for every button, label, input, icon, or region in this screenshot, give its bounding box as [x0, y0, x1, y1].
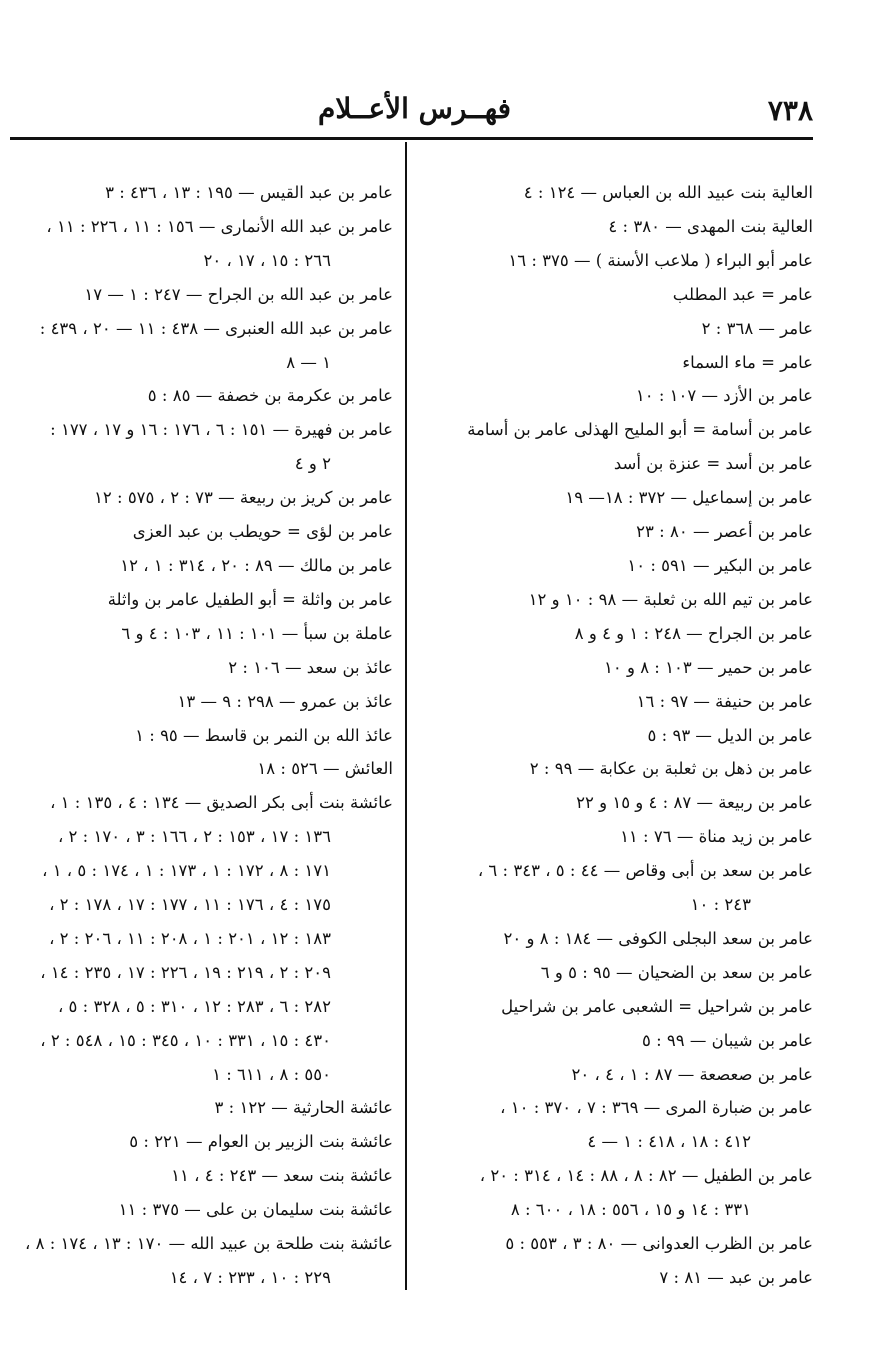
index-entry: عامر بن الظرب العدوانى — ٨٠ : ٣ ، ٥٥٣ : ٥: [505, 1234, 813, 1254]
index-entry-continuation: ٢٨٢ : ٦ ، ٢٨٣ : ١٢ ، ٣١٠ : ٥ ، ٣٢٨ : ٥ ،: [57, 996, 331, 1016]
index-entry: عامر بن أعصر — ٨٠ : ٢٣: [636, 522, 813, 542]
index-entry: عائذ بن عمرو — ٢٩٨ : ٩ — ١٣: [177, 691, 393, 711]
page-title: فهــرس الأعــلام: [318, 92, 511, 125]
index-entry: عامر بن شراحيل = الشعبى عامر بن شراحيل: [501, 996, 813, 1016]
index-entry: عامر بن عبد — ٨١ : ٧: [659, 1268, 813, 1287]
index-entry: عامر بن تيم الله بن ثعلبة — ٩٨ : ١٠ و ١٢: [528, 589, 813, 609]
index-entry-continuation: ٣٣١ : ١٤ و ١٥ ، ٥٥٦ : ١٨ ، ٦٠٠ : ٨: [510, 1200, 751, 1220]
header-rule: [10, 137, 813, 140]
index-entry-continuation: ٤٣٠ : ١٥ ، ٣٣١ : ١٠ ، ٣٤٥ : ١٥ ، ٥٤٨ : ٢ ،: [40, 1030, 331, 1050]
index-entry: العائش — ٥٢٦ : ١٨: [257, 759, 393, 779]
index-entry: عائشة بنت سليمان بن على — ٣٧٥ : ١١: [118, 1200, 393, 1220]
index-entry-continuation: ٢٠٩ : ٢ ، ٢١٩ : ١٩ ، ٢٢٦ : ١٧ ، ٢٣٥ : ١٤ ،: [40, 962, 331, 982]
index-entry: عامر بن أسامة = أبو المليح الهذلى عامر بن أسامة: [467, 420, 813, 440]
page-number: ٧٣٨: [767, 94, 813, 127]
index-entry: عامر بن البكير — ٥٩١ : ١٠: [627, 555, 813, 575]
index-entry-continuation: ١٧٥ : ٤ ، ١٧٦ : ١١ ، ١٧٧ : ١٧ ، ١٧٨ : ٢ ،: [49, 895, 331, 915]
index-entry: عاملة بن سبأ — ١٠١ : ١١ ، ١٠٣ : ٤ و ٦: [121, 623, 393, 643]
index-entry: عامر — ٣٦٨ : ٢: [701, 318, 813, 338]
index-entry: عامر بن عبد الله العنبرى — ٤٣٨ : ١١ — ٢٠ ، ٤٣٩ :: [39, 318, 393, 338]
index-entry: عامر بن ربيعة — ٨٧ : ٤ و ١٥ و ٢٢: [576, 793, 813, 813]
index-entry: عائشة بنت سعد — ٢٤٣ : ٤ ، ١١: [171, 1166, 393, 1186]
index-entry: عائذ الله بن النمر بن قاسط — ٩٥ : ١: [135, 725, 393, 745]
index-entry-continuation: ١٣٦ : ١٧ ، ١٥٣ : ٢ ، ١٦٦ : ٣ ، ١٧٠ : ٢ ،: [57, 827, 331, 847]
index-entry-continuation: ٥٥٠ : ٨ ، ٦١١ : ١: [212, 1064, 331, 1084]
index-entry: عامر بن مالك — ٨٩ : ٢٠ ، ٣١٤ : ١ ، ١٢: [120, 555, 393, 575]
index-entry-continuation: ١٨٣ : ١٢ ، ٢٠١ : ١ ، ٢٠٨ : ١١ ، ٢٠٦ : ٢ ،: [49, 928, 331, 948]
page-header: [0, 92, 885, 132]
index-entry: عامر بن شيبان — ٩٩ : ٥: [641, 1030, 813, 1050]
index-entry: عائشة بنت الزبير بن العوام — ٢٢١ : ٥: [129, 1132, 393, 1152]
index-entry: عامر بن الأزد — ١٠٧ : ١٠: [635, 386, 813, 406]
index-entry: العالية بنت المهدى — ٣٨٠ : ٤: [608, 216, 813, 236]
index-entry: عامر بن سعد بن أبى وقاص — ٤٤ : ٥ ، ٣٤٣ : ٦ ،: [477, 861, 813, 881]
index-entry: عامر بن عكرمة بن خصفة — ٨٥ : ٥: [147, 386, 393, 406]
index-column-right: [433, 176, 813, 1295]
index-entry: عامر = ماء السماء: [682, 352, 813, 372]
index-entry: عامر بن الجراح — ٢٤٨ : ١ و ٤ و ٨: [574, 623, 813, 643]
index-entry: عائشة بنت طلحة بن عبيد الله — ١٧٠ : ١٣ ، ١٧٤ : ٨ ،: [25, 1234, 393, 1254]
index-entry: عامر بن أسد = عنزة بن أسد: [613, 454, 813, 474]
index-entry: العالية بنت عبيد الله بن العباس — ١٢٤ : ٤: [523, 183, 813, 202]
index-entry: عامر أبو البراء ( ملاعب الأسنة ) — ٣٧٥ : ١٦: [508, 250, 813, 270]
index-entry: عامر بن حنيفة — ٩٧ : ١٦: [636, 691, 813, 711]
index-entry: عامر بن فهيرة — ١٥١ : ٦ ، ١٧٦ : ١٦ و ١٧ ، ١٧٧ :: [50, 420, 393, 440]
index-entry: عامر بن حمير — ١٠٣ : ٨ و ١٠: [603, 657, 813, 677]
index-entry-continuation: ٢ و ٤: [294, 454, 331, 474]
index-entry-continuation: ٢٤٣ : ١٠: [690, 895, 751, 915]
index-entry: عامر بن زيد مناة — ٧٦ : ١١: [620, 827, 813, 847]
index-entry: عامر بن الديل — ٩٣ : ٥: [647, 725, 813, 745]
index-entry: عامر بن ذهل بن ثعلبة بن عكابة — ٩٩ : ٢: [529, 759, 813, 779]
index-entry: عائشة الحارثية — ١٢٢ : ٣: [214, 1098, 393, 1118]
index-entry: عامر بن عبد الله بن الجراح — ٢٤٧ : ١ — ١٧: [84, 284, 393, 304]
index-entry-continuation: ١٧١ : ٨ ، ١٧٢ : ١ ، ١٧٣ : ١ ، ١٧٤ : ٥ ، ١ ،: [42, 861, 331, 881]
index-column-left: [18, 176, 393, 1295]
index-entry: عامر بن واثلة = أبو الطفيل عامر بن واثلة: [107, 589, 393, 609]
index-entry-continuation: ٢٢٩ : ١٠ ، ٢٣٣ : ٧ ، ١٤: [169, 1268, 331, 1287]
index-entry: عائذ بن سعد — ١٠٦ : ٢: [228, 657, 393, 677]
index-entry: عامر بن عبد الله الأنمارى — ١٥٦ : ١١ ، ٢٢٦ : ١١ ،: [46, 216, 393, 236]
index-entry: عامر بن ضبارة المرى — ٣٦٩ : ٧ ، ٣٧٠ : ١٠ ،: [500, 1098, 813, 1118]
index-entry: عامر بن صعصعة — ٨٧ : ١ ، ٤ ، ٢٠: [571, 1064, 813, 1084]
index-entry-continuation: ٢٦٦ : ١٥ ، ١٧ ، ٢٠: [203, 250, 331, 270]
index-entry: عامر بن لؤى = حويطب بن عبد العزى: [132, 522, 393, 542]
index-entry: عامر بن إسماعيل — ٣٧٢ : ١٨— ١٩: [565, 488, 813, 508]
index-entry: عامر بن سعد البجلى الكوفى — ١٨٤ : ٨ و ٢٠: [503, 928, 813, 948]
index-entry-continuation: ٤١٢ : ١٨ ، ٤١٨ : ١ — ٤: [587, 1132, 751, 1152]
index-entry: عائشة بنت أبى بكر الصديق — ١٣٤ : ٤ ، ١٣٥ : ١ ،: [50, 793, 393, 813]
index-entry-continuation: ١ — ٨: [286, 352, 331, 372]
index-entry: عامر بن كريز بن ربيعة — ٧٣ : ٢ ، ٥٧٥ : ١٢: [94, 488, 393, 508]
column-divider: [405, 142, 407, 1290]
index-entry: عامر بن عبد القيس — ١٩٥ : ١٣ ، ٤٣٦ : ٣: [105, 183, 393, 202]
index-entry: عامر بن الطفيل — ٨٢ : ٨ ، ٨٨ : ١٤ ، ٣١٤ : ٢٠ ،: [479, 1166, 813, 1186]
index-entry: عامر بن سعد بن الضحيان — ٩٥ : ٥ و ٦: [540, 962, 813, 982]
index-entry: عامر = عبد المطلب: [672, 284, 813, 304]
